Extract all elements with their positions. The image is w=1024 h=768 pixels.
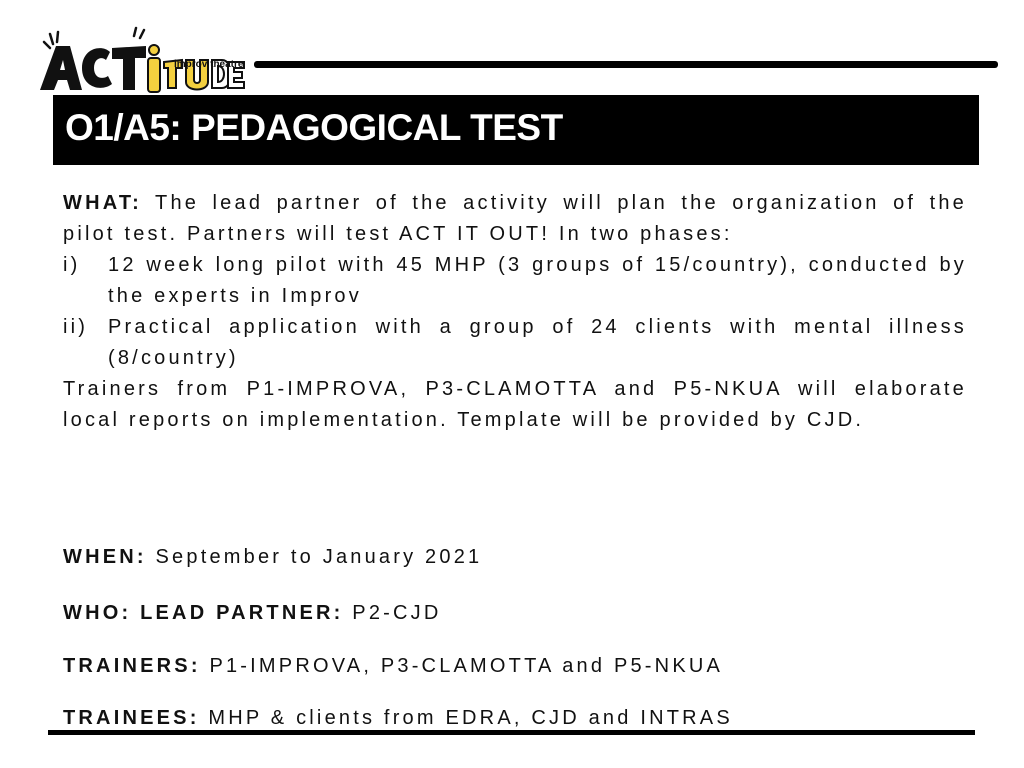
trainers-section (63, 652, 967, 680)
trainers-label: TRAINERS: (63, 655, 201, 677)
trainees-label: TRAINEES: (63, 707, 200, 729)
header-divider (254, 61, 998, 68)
who-section (63, 599, 967, 627)
what-intro: The lead partner of the activity will plan the organization of the pilot test. Partners will test ACT IT OUT! In two phases: (63, 192, 967, 245)
list-item-text: Practical application with a group of 24 clients with mental illness (8/country) (108, 316, 967, 369)
trainees-value: MHP & clients from EDRA, CJD and INTRAS (199, 707, 733, 729)
trainees-section (63, 704, 967, 732)
list-item (63, 312, 967, 374)
footer-divider (48, 730, 975, 735)
list-item-number: i) (63, 254, 81, 276)
what-paragraph (63, 188, 967, 250)
when-label: WHEN: (63, 546, 147, 568)
title-banner (53, 95, 979, 165)
list-item-text: 12 week long pilot with 45 MHP (3 groups of 15/country), conducted by the experts in Improv (108, 254, 967, 307)
what-outro: Trainers from P1-IMPROVA, P3-CLAMOTTA and P5-NKUA will elaborate local reports on implementation. Template will be provided by CJD. (63, 378, 967, 431)
when-section (63, 543, 967, 571)
actitude-logo (36, 22, 246, 102)
list-item-number: ii) (63, 316, 89, 338)
list-item (63, 250, 967, 312)
slide-title: O1/A5: PEDAGOGICAL TEST (65, 107, 563, 148)
who-label: WHO: LEAD PARTNER: (63, 602, 344, 624)
trainers-value: P1-IMPROVA, P3-CLAMOTTA and P5-NKUA (200, 655, 724, 677)
what-label: WHAT: (63, 192, 142, 214)
what-section (63, 188, 967, 436)
logo-tagline: improv theatre (174, 59, 244, 70)
who-value: P2-CJD (343, 602, 442, 624)
when-value: September to January 2021 (146, 546, 483, 568)
